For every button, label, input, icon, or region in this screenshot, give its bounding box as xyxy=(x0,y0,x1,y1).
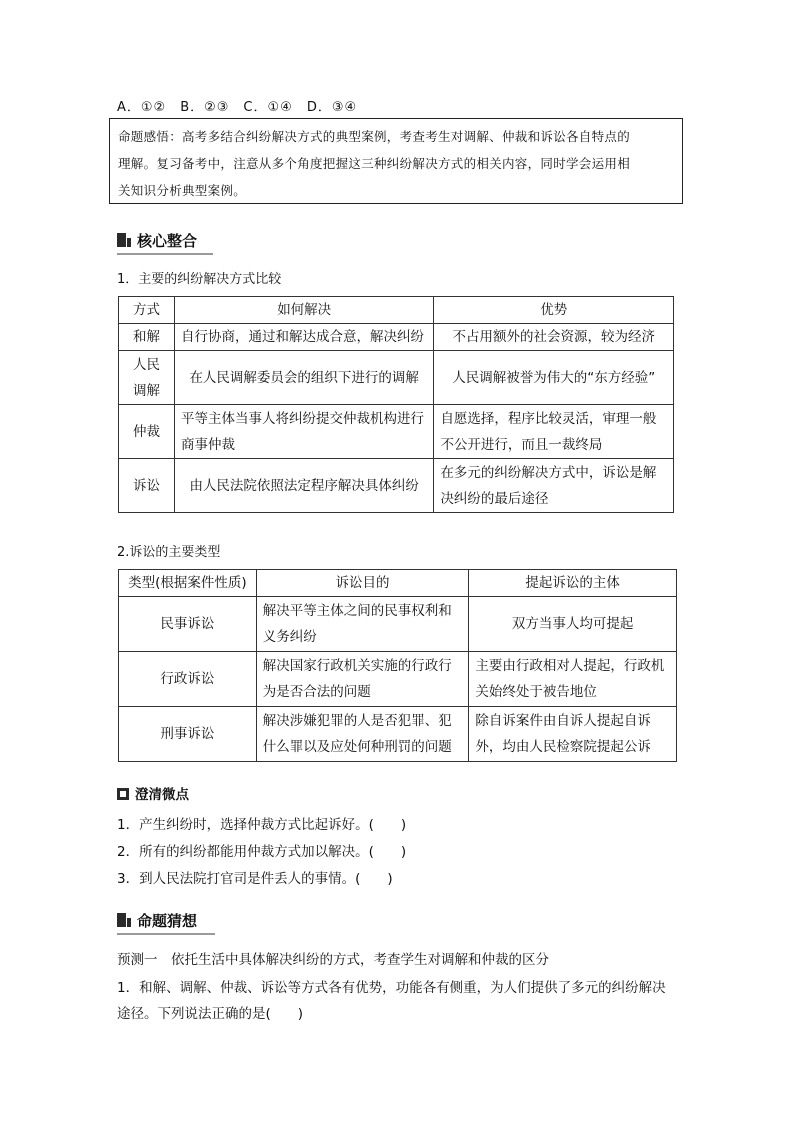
column-header: 如何解决 xyxy=(174,297,433,324)
clarify-title: 澄清微点 xyxy=(135,787,189,803)
table-cell: 在人民调解委员会的组织下进行的调解 xyxy=(174,351,433,405)
table-cell: 人民调解 xyxy=(119,351,175,405)
table-cell: 主要由行政相对人提起，行政机关始终处于被告地位 xyxy=(469,652,677,707)
table-cell: 由人民法院依照法定程序解决具体纠纷 xyxy=(174,459,433,513)
answer-options: A．①② B．②③ C．①④ D．③④ xyxy=(117,100,358,115)
table-cell: 不占用额外的社会资源，较为经济 xyxy=(434,324,674,351)
question-line: 途径。下列说法正确的是( ) xyxy=(117,1006,304,1022)
table-header-row xyxy=(119,570,677,597)
table-cell: 行政诉讼 xyxy=(119,652,257,707)
table-row xyxy=(119,405,674,459)
table-row xyxy=(119,351,674,405)
table-header-row xyxy=(119,297,674,324)
note-line: 命题感悟：高考多结合纠纷解决方式的典型案例，考查考生对调解、仲裁和诉讼各自特点的 xyxy=(118,129,631,144)
table-row xyxy=(119,324,674,351)
section-header-prediction xyxy=(117,909,215,935)
table-cell: 除自诉案件由自诉人提起自诉外，均由人民检察院提起公诉 xyxy=(469,707,677,762)
clarify-item: 3．到人民法院打官司是件丢人的事情。( ) xyxy=(117,871,393,887)
table2-caption: 2.诉讼的主要类型 xyxy=(117,545,221,560)
column-header: 优势 xyxy=(434,297,674,324)
table-cell: 仲裁 xyxy=(119,405,175,459)
table-cell: 解决涉嫌犯罪的人是否犯罪、犯什么罪以及应处何种刑罚的问题 xyxy=(256,707,469,762)
table-cell: 诉讼 xyxy=(119,459,175,513)
table-cell: 解决国家行政机关实施的行政行为是否合法的问题 xyxy=(256,652,469,707)
section-underline xyxy=(117,253,213,255)
table-row xyxy=(119,597,677,652)
note-line: 关知识分析典型案例。 xyxy=(118,183,247,198)
clarify-icon xyxy=(117,788,129,800)
section-header-core xyxy=(117,229,213,255)
table-cell: 自愿选择，程序比较灵活，审理一般不公开进行，而且一裁终局 xyxy=(434,405,674,459)
table-cell: 人民调解被誉为伟大的“东方经验” xyxy=(434,351,674,405)
table-cell: 解决平等主体之间的民事权利和义务纠纷 xyxy=(256,597,469,652)
table-cell: 自行协商，通过和解达成合意，解决纠纷 xyxy=(174,324,433,351)
table-cell: 民事诉讼 xyxy=(119,597,257,652)
section-block-icon xyxy=(117,913,131,927)
column-header: 诉讼目的 xyxy=(256,570,469,597)
lawsuit-types-table xyxy=(118,569,677,762)
prediction-heading: 预测一 依托生活中具体解决纠纷的方式，考查学生对调解和仲裁的区分 xyxy=(117,952,549,968)
clarify-item: 2．所有的纠纷都能用仲裁方式加以解决。( ) xyxy=(117,844,407,860)
question-line: 1．和解、调解、仲裁、诉讼等方式各有优势，功能各有侧重，为人们提供了多元的纠纷解决 xyxy=(117,980,666,996)
column-header: 提起诉讼的主体 xyxy=(469,570,677,597)
section-title: 命题猜想 xyxy=(137,911,198,930)
column-header: 方式 xyxy=(119,297,175,324)
table-cell: 和解 xyxy=(119,324,175,351)
dispute-methods-table xyxy=(118,296,674,513)
column-header: 类型(根据案件性质) xyxy=(119,570,257,597)
table-row xyxy=(119,459,674,513)
table-row xyxy=(119,707,677,762)
table-cell: 在多元的纠纷解决方式中，诉讼是解决纠纷的最后途径 xyxy=(434,459,674,513)
clarify-item: 1．产生纠纷时，选择仲裁方式比起诉好。( ) xyxy=(117,817,407,833)
exam-insight-box xyxy=(109,118,683,204)
note-line: 理解。复习备考中，注意从多个角度把握这三种纠纷解决方式的相关内容，同时学会运用相 xyxy=(118,156,631,171)
table-cell: 刑事诉讼 xyxy=(119,707,257,762)
table-row xyxy=(119,652,677,707)
section-title: 核心整合 xyxy=(137,231,198,250)
table1-caption: 1．主要的纠纷解决方式比较 xyxy=(117,272,282,287)
section-block-icon xyxy=(117,233,131,247)
section-underline xyxy=(117,933,215,935)
table-cell: 双方当事人均可提起 xyxy=(469,597,677,652)
table-cell: 平等主体当事人将纠纷提交仲裁机构进行商事仲裁 xyxy=(174,405,433,459)
clarify-header xyxy=(117,785,189,805)
